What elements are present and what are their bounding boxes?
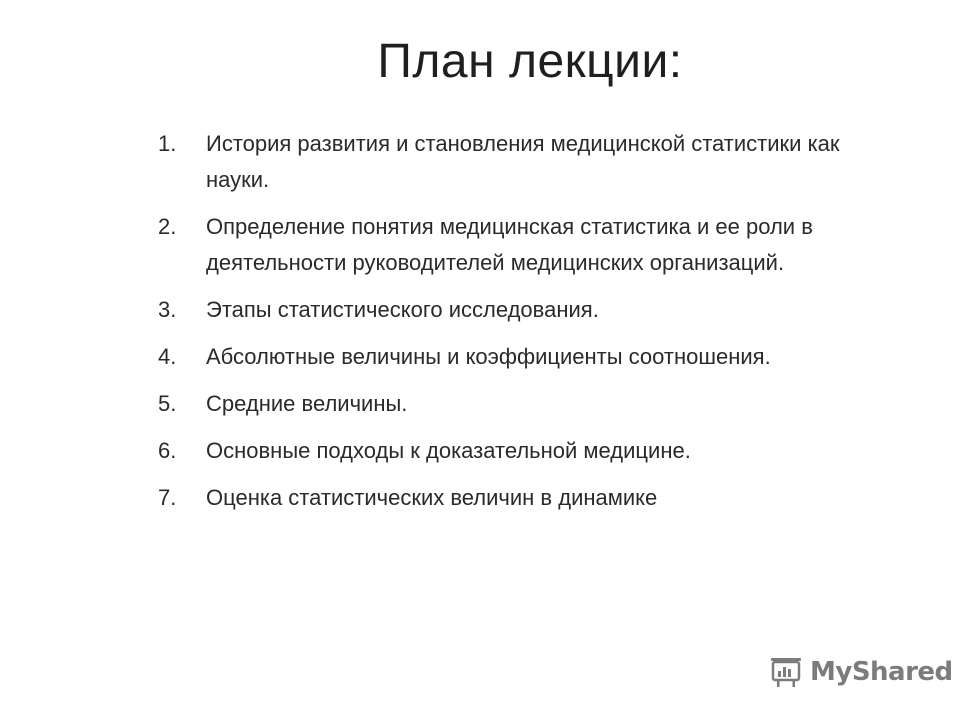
list-item-text: Этапы статистического исследования. xyxy=(206,297,599,322)
lecture-plan-list xyxy=(158,126,898,527)
watermark-text: MyShared xyxy=(810,657,953,687)
list-item-text: История развития и становления медицинской статистики как науки. xyxy=(206,131,840,192)
myshared-watermark[interactable] xyxy=(768,652,953,692)
list-item xyxy=(158,433,898,469)
list-item-number: 4. xyxy=(158,344,177,369)
list-item-number: 7. xyxy=(158,485,177,510)
list-item-number: 2. xyxy=(158,214,177,239)
list-item-text: Абсолютные величины и коэффициенты соотношения. xyxy=(206,344,771,369)
list-item-number: 1. xyxy=(158,131,177,156)
list-item-text: Оценка статистических величин в динамике xyxy=(206,485,658,510)
list-item-text: Средние величины. xyxy=(206,391,408,416)
list-item-number: 3. xyxy=(158,297,177,322)
list-item-number: 5. xyxy=(158,391,177,416)
list-item-text: Определение понятия медицинская статистика и ее роли в деятельности руководителей медицинских организаций. xyxy=(206,214,813,275)
slide-title: План лекции: xyxy=(377,35,683,88)
list-item xyxy=(158,209,898,281)
list-item xyxy=(158,480,898,516)
list-item xyxy=(158,126,898,198)
list-item xyxy=(158,339,898,375)
list-item-text: Основные подходы к доказательной медицине. xyxy=(206,438,691,463)
presentation-board-icon xyxy=(768,654,804,690)
list-item-number: 6. xyxy=(158,438,177,463)
list-item xyxy=(158,386,898,422)
list-item xyxy=(158,292,898,328)
